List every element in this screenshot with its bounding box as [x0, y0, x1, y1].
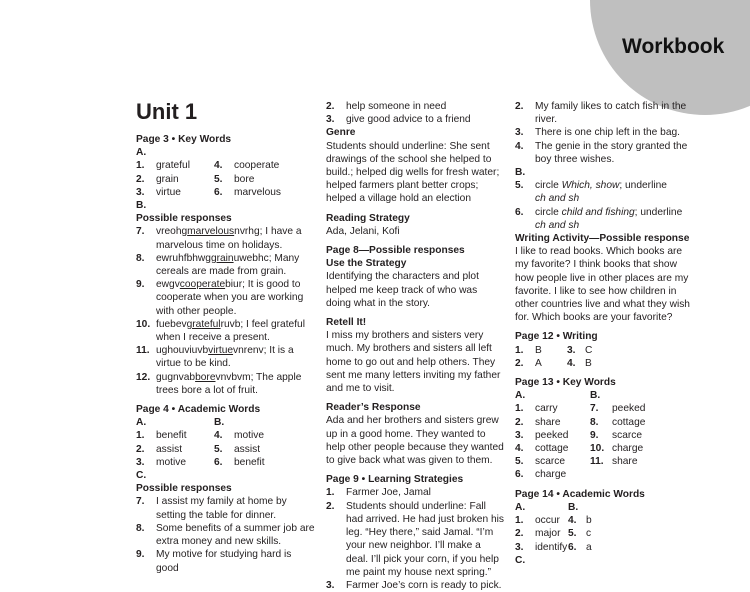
item-number: 12. [136, 371, 151, 383]
item-number: 1. [136, 430, 145, 442]
underlined-word: marvelous [187, 226, 235, 238]
sentence: biur; It is good to cooperate when you are working with other people. [156, 279, 304, 317]
retell-text: I miss my brothers and sisters very much. My brothers and sisters all left home to go out and help others. They sent me many letters inviting my father and me to visit. [326, 330, 501, 395]
answer: grateful [156, 160, 190, 172]
letter-string: ewgv [156, 279, 180, 291]
item-number: 3. [567, 344, 576, 356]
letter-string: vreohg [156, 226, 188, 238]
item-number: 11. [590, 456, 604, 468]
list-item [515, 140, 695, 166]
response-text: give good advice to a friend [346, 114, 471, 126]
response-text: Some benefits of a summer job are extra money and new skills. [156, 522, 315, 548]
answer: occur [535, 515, 560, 527]
answer: marvelous [234, 186, 281, 198]
page14-ab-labels [515, 501, 695, 514]
item-number: 3. [326, 114, 335, 126]
instruction: ; underline [619, 180, 667, 192]
item-number: 3. [136, 456, 145, 468]
answer: bore [234, 173, 255, 185]
list-item [136, 252, 316, 278]
answer: scarce [612, 429, 643, 441]
instruction: ; underline [634, 206, 683, 218]
item-number: 9. [136, 279, 145, 291]
answer: share [612, 456, 638, 468]
genre-heading: Genre [326, 127, 356, 139]
use-strategy-text: Identifying the characters and plot helped me keep track of who was doing what in the story. [326, 271, 479, 309]
section-c-label: C. [136, 470, 147, 482]
item-number: 3. [515, 429, 524, 441]
answer: benefit [234, 456, 265, 468]
section-b-label: B. [136, 200, 147, 212]
italic-words: child and fishing [561, 206, 635, 218]
section-b-label: B. [568, 501, 579, 513]
sentence: ruvb; I feel grateful when I receive a present. [156, 318, 305, 344]
answer: a [586, 541, 592, 553]
section-a-label: A. [515, 390, 526, 402]
section-a-label: A. [136, 147, 147, 159]
list-item [515, 206, 695, 232]
answer: charge [612, 443, 644, 455]
answer: scarce [535, 456, 566, 468]
answer: B [535, 344, 542, 356]
column-2 [326, 100, 504, 592]
item-number: 2. [326, 500, 335, 512]
answer: major [535, 528, 561, 540]
answer: assist [156, 443, 183, 455]
page4-heading: Page 4 • Academic Words [136, 404, 261, 416]
item-number: 1. [515, 403, 524, 415]
letter-string: gugnvab [156, 371, 196, 383]
answer: cooperate [234, 160, 280, 172]
answer: carry [535, 403, 558, 415]
item-number: 2. [515, 357, 524, 369]
section-b-label: B. [214, 417, 225, 429]
instruction: circle [535, 180, 562, 192]
item-number: 1. [136, 160, 145, 172]
answer: C [585, 344, 593, 356]
instruction: circle [535, 206, 562, 218]
item-number: 7. [590, 403, 599, 415]
underlined-word: grain [210, 252, 234, 264]
item-number: 3. [326, 579, 335, 591]
underlined-word: cooperate [179, 279, 226, 291]
answer: A [535, 357, 542, 369]
list-item [136, 522, 316, 548]
page12-list [515, 344, 695, 370]
answer: c [586, 528, 592, 540]
list-item [515, 179, 695, 205]
item-number: 4. [214, 430, 223, 442]
letter-string: fuebev [156, 318, 187, 330]
page8-heading: Page 8—Possible responses [326, 245, 465, 257]
item-number: 5. [568, 528, 577, 540]
section-b-label: B. [590, 390, 601, 402]
item-number: 7. [136, 226, 145, 238]
unit-title: Unit 1 [136, 99, 198, 124]
response-text: There is one chip left in the bag. [535, 127, 680, 139]
item-number: 9. [136, 549, 145, 561]
item-number: 2. [515, 416, 524, 428]
answer: identify [535, 541, 568, 553]
item-number: 2. [515, 101, 524, 112]
response-text: Farmer Joe, Jamal [346, 487, 431, 499]
item-number: 4. [515, 443, 524, 455]
item-number: 3. [515, 127, 524, 139]
item-number: 2. [136, 443, 145, 455]
readers-response-text: Ada and her brothers and sisters grew up in a good home. They wanted to help other people because they wanted to give back what was given to them. [326, 415, 504, 467]
item-number: 1. [326, 487, 335, 499]
answer: grain [156, 173, 179, 185]
answer: cottage [535, 443, 569, 455]
possible-responses-heading: Possible responses [136, 483, 232, 495]
page14-list [515, 514, 695, 554]
page13-ab-labels [515, 389, 695, 402]
page3-b-list [136, 225, 316, 397]
page4-ab-labels [136, 416, 316, 429]
list-item [136, 371, 316, 397]
list-item [326, 579, 504, 592]
response-text: The genie in the story granted the boy three wishes. [535, 140, 688, 165]
use-strategy-heading: Use the Strategy [326, 258, 407, 270]
possible-responses-heading: Possible responses [136, 213, 232, 225]
item-number: 11. [136, 345, 150, 357]
answer: peeked [535, 429, 569, 441]
section-a-label: A. [515, 501, 526, 513]
italic-words: ch and sh [535, 219, 580, 231]
answer: B [585, 357, 592, 369]
item-number: 3. [515, 541, 524, 553]
answer: assist [234, 443, 261, 455]
reading-strategy-text: Ada, Jelani, Kofi [326, 225, 400, 237]
retell-heading: Retell It! [326, 317, 367, 329]
item-number: 7. [136, 496, 145, 508]
genre-text: Students should underline: She sent drawings of the school she helped to build.; helped dig wells for fresh water; helped farmers plant better crops; helped a village hold an election [326, 140, 500, 205]
response-text: My motive for studying hard is good [156, 549, 292, 574]
column-3 [515, 100, 695, 567]
response-text: help someone in need [346, 101, 447, 112]
item-number: 6. [214, 456, 223, 468]
workbook-label: Workbook [622, 35, 725, 58]
list-item [326, 113, 504, 126]
list-item [136, 278, 316, 318]
sentence: vnrenv; It is a virtue to be kind. [156, 345, 294, 370]
section-b-label: B. [515, 167, 526, 179]
italic-words: Which, show [561, 180, 620, 192]
item-number: 6. [568, 541, 577, 553]
page13-list [515, 402, 695, 481]
answer: benefit [156, 430, 187, 442]
letter-string: ughouviuvb [156, 345, 209, 357]
answer: motive [156, 456, 187, 468]
item-number: 8. [136, 252, 145, 264]
item-number: 5. [214, 173, 223, 185]
underlined-word: bore [195, 371, 216, 383]
sentence: vnvbvm; The apple trees bore a lot of fruit. [156, 371, 302, 396]
list-item [326, 100, 504, 113]
item-number: 10. [590, 443, 605, 455]
sentence: uwebhc; Many cereals are made from grain. [156, 252, 300, 278]
answer: cottage [612, 416, 646, 428]
item-number: 6. [214, 186, 223, 198]
answer: b [586, 515, 592, 527]
item-number: 10. [136, 318, 151, 330]
page3-heading: Page 3 • Key Words [136, 134, 232, 145]
response-text: Farmer Joe’s corn is ready to pick. [346, 579, 502, 591]
item-number: 6. [515, 469, 524, 481]
page14-heading: Page 14 • Academic Words [515, 488, 645, 500]
item-number: 9. [590, 429, 599, 441]
item-number: 5. [515, 456, 524, 468]
item-number: 4. [567, 357, 576, 369]
list-item [136, 344, 316, 370]
answer: charge [535, 469, 567, 481]
answer: peeked [612, 403, 646, 415]
writing-activity-heading: Writing Activity—Possible response [515, 233, 690, 245]
page3-a-list [136, 159, 316, 199]
answer: virtue [156, 186, 181, 198]
page13-heading: Page 13 • Key Words [515, 377, 616, 389]
item-number: 2. [326, 101, 335, 112]
item-number: 4. [568, 515, 577, 527]
underlined-word: grateful [186, 318, 221, 330]
item-number: 8. [590, 416, 599, 428]
italic-words: ch and sh [535, 193, 580, 205]
response-text: My family likes to catch fish in the river. [535, 101, 687, 126]
response-text: Students should underline: Fall had arrived. He had just broken his leg. “Hey there,” said Jamal. “I’m your new neighbor. I’ll make a deal. I’ll pick your corn, if you help me paint my house next spring.” [346, 500, 504, 578]
page12-heading: Page 12 • Writing [515, 331, 598, 343]
letter-string: ewruhfbhwg [156, 252, 211, 264]
item-number: 4. [515, 140, 524, 152]
response-text: I assist my family at home by setting the table for dinner. [156, 496, 287, 521]
item-number: 5. [214, 443, 223, 455]
page4-list [136, 429, 316, 469]
item-number: 8. [136, 522, 145, 534]
list-item [326, 486, 504, 499]
column-1 [136, 98, 316, 575]
section-a-label: A. [136, 417, 147, 429]
item-number: 2. [515, 528, 524, 540]
list-item [515, 126, 695, 139]
reading-strategy-heading: Reading Strategy [326, 212, 410, 224]
answer: share [535, 416, 561, 428]
underlined-word: virtue [208, 345, 234, 357]
item-number: 4. [214, 160, 223, 172]
list-item [136, 225, 316, 251]
answer: motive [234, 430, 265, 442]
item-number: 5. [515, 180, 524, 192]
list-item [326, 500, 504, 579]
item-number: 3. [136, 186, 145, 198]
section-c-label: C. [515, 554, 526, 566]
list-item [515, 100, 695, 126]
item-number: 6. [515, 206, 524, 218]
item-number: 1. [515, 515, 524, 527]
writing-activity-text: I like to read books. Which books are my favorite? I think books that show how people live in other places are my favorite. I like to see how children in other countries live and what they wish for. Which books are your favorite? [515, 246, 690, 324]
sentence: nvrhg; I have a marvelous time on holidays. [156, 226, 302, 251]
item-number: 1. [515, 344, 524, 356]
page9-heading: Page 9 • Learning Strategies [326, 474, 464, 486]
readers-response-heading: Reader’s Response [326, 402, 421, 414]
item-number: 2. [136, 173, 145, 185]
list-item [136, 318, 316, 344]
list-item [136, 495, 316, 521]
